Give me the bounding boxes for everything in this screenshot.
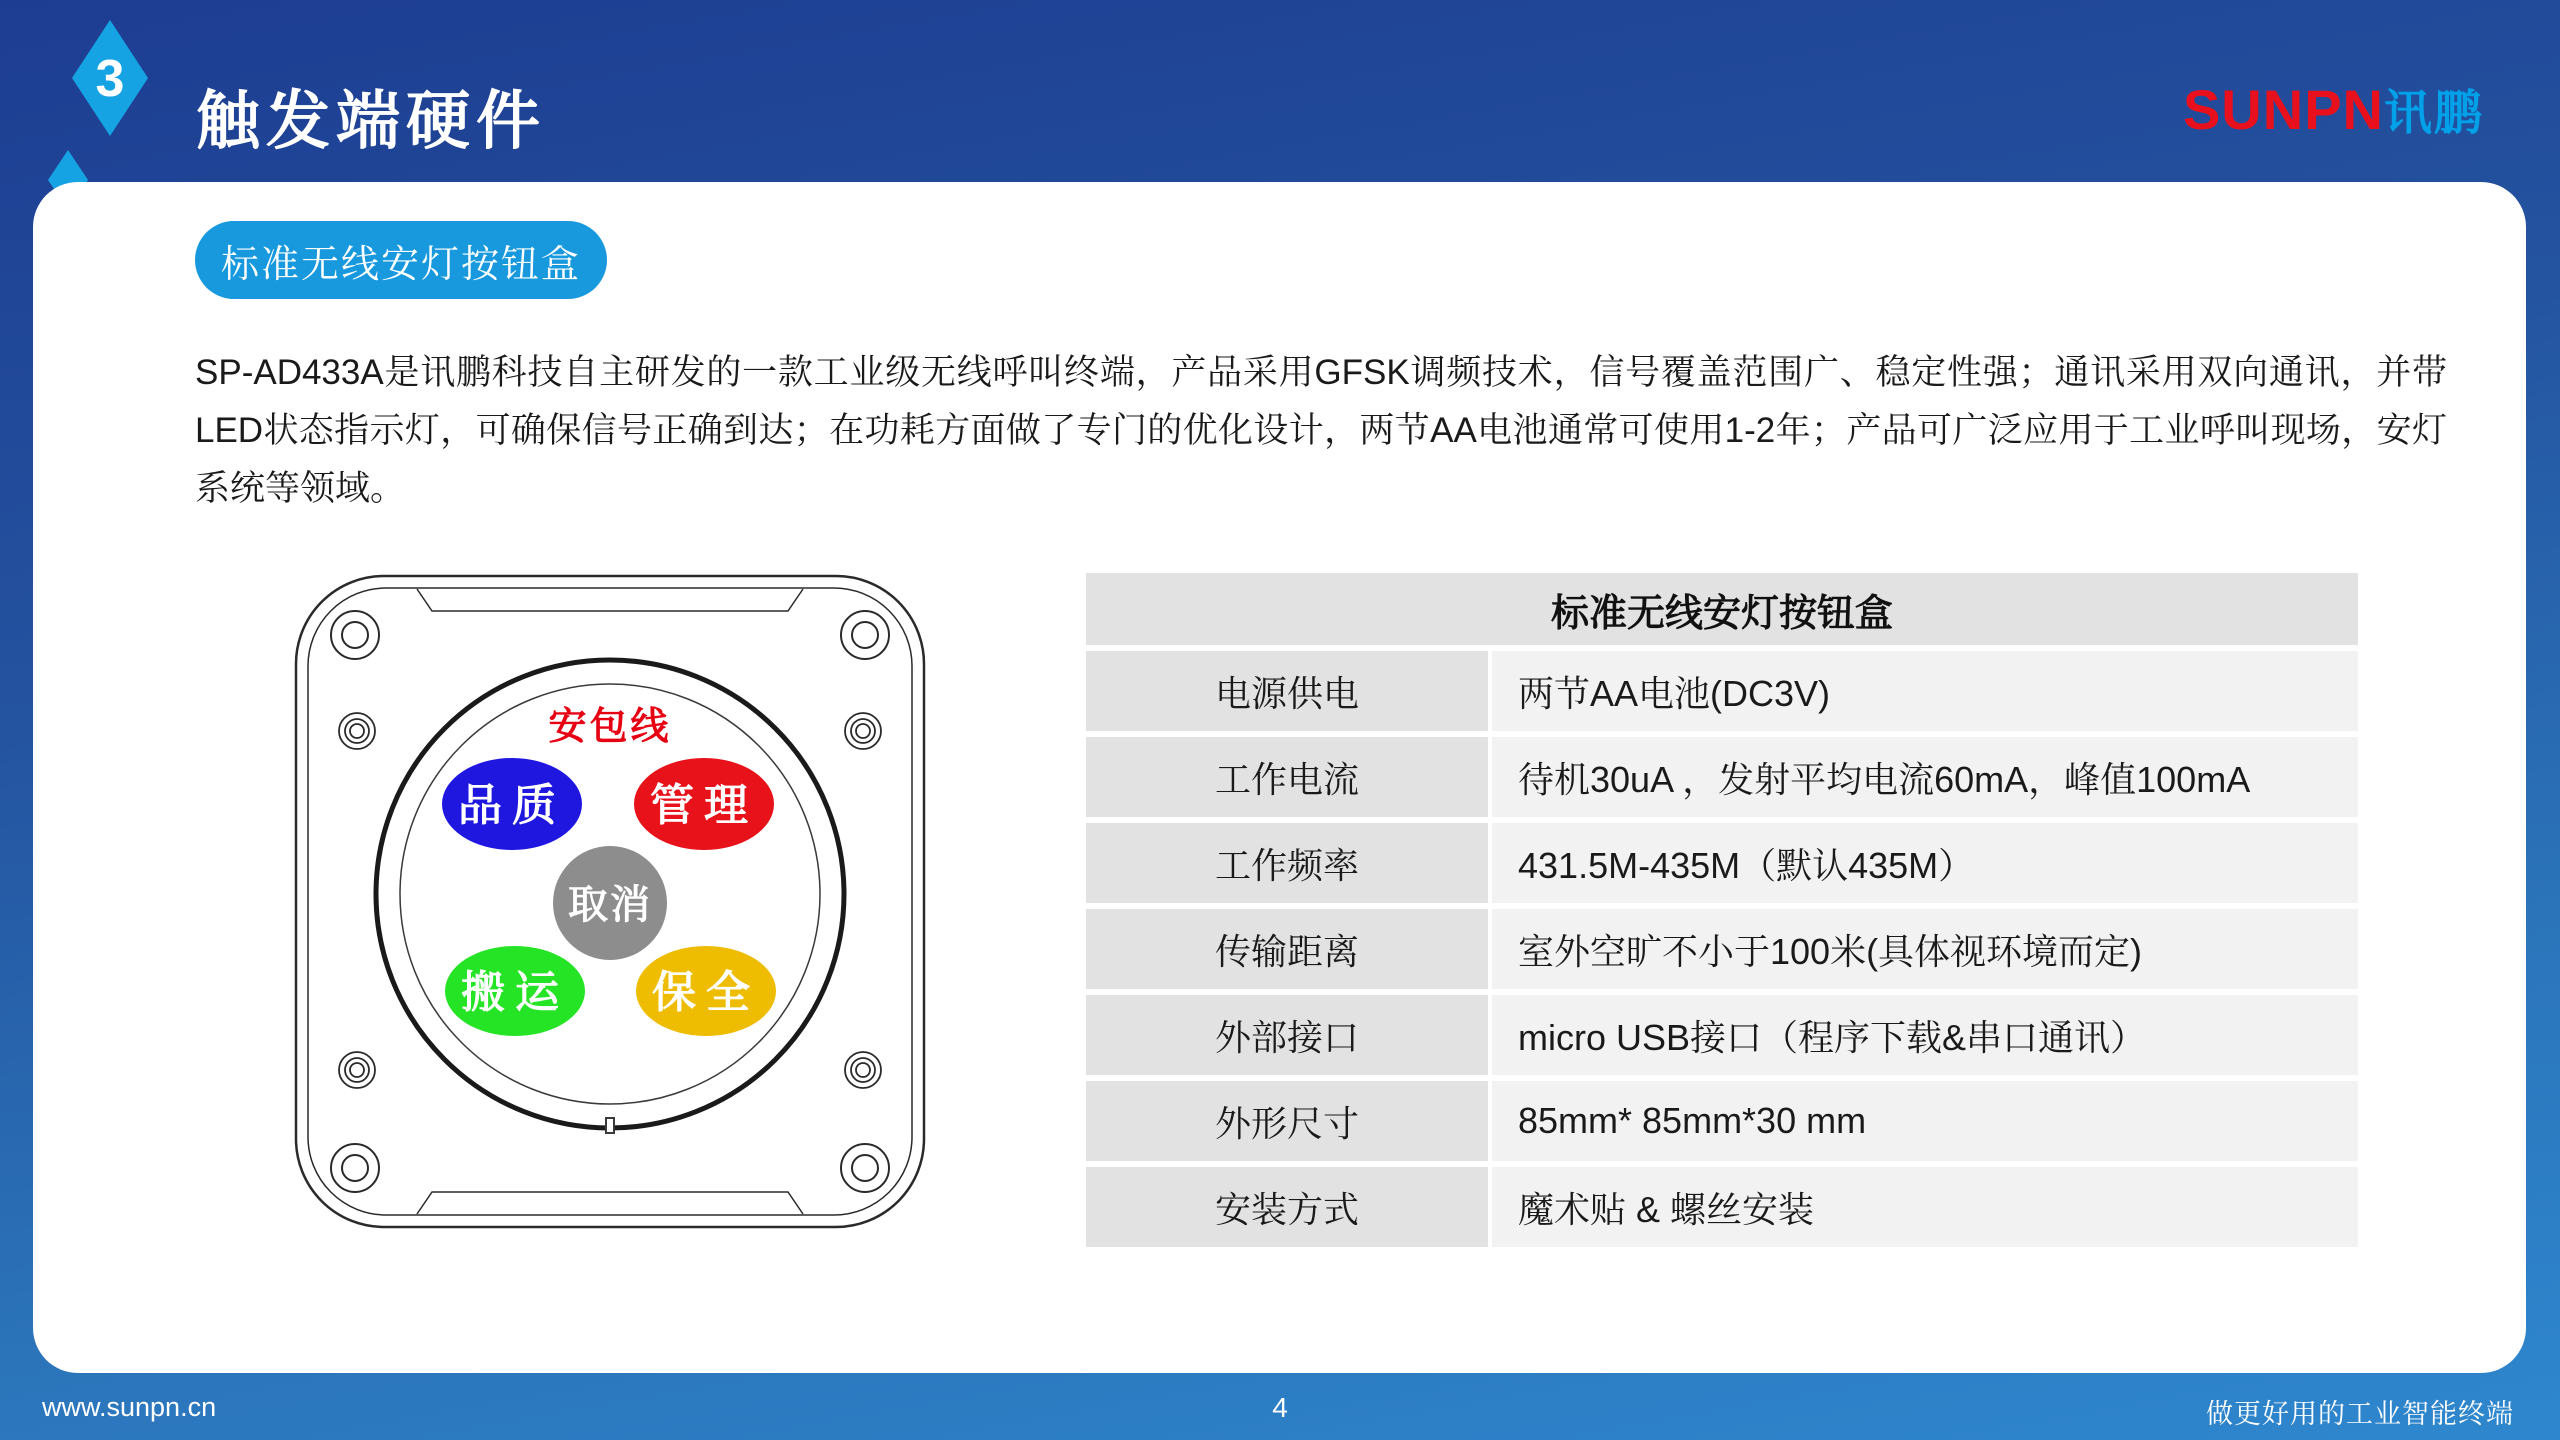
spec-label: 电源供电	[1086, 651, 1488, 731]
spec-value: 431.5M-435M（默认435M）	[1492, 823, 2358, 903]
spec-table-title: 标准无线安灯按钮盒	[1086, 573, 2358, 645]
footer-website: www.sunpn.cn	[42, 1392, 217, 1422]
spec-label: 外形尺寸	[1086, 1081, 1488, 1161]
spec-label: 工作电流	[1086, 737, 1488, 817]
button-quality-label: 品质	[458, 781, 566, 830]
slide-number: 3	[95, 50, 125, 108]
footer-page-number: 4	[1272, 1392, 1288, 1423]
page-title: 触发端硬件	[196, 85, 546, 157]
table-row	[1086, 823, 2358, 903]
button-management-label: 管理	[650, 781, 758, 830]
logo-cjk: 讯鹏	[2383, 87, 2484, 140]
company-logo	[2183, 74, 2484, 143]
footer-slogan: 做更好用的工业智能终端	[2206, 1399, 2514, 1429]
table-row	[1086, 909, 2358, 989]
spec-label: 外部接口	[1086, 995, 1488, 1075]
spec-label: 传输距离	[1086, 909, 1488, 989]
spec-value: 待机30uA ，发射平均电流60mA，峰值100mA	[1492, 737, 2358, 817]
spec-value: 两节AA电池(DC3V)	[1492, 651, 2358, 731]
button-security-label: 保全	[652, 968, 760, 1017]
spec-label: 安装方式	[1086, 1167, 1488, 1247]
table-row	[1086, 995, 2358, 1075]
table-row	[1086, 1167, 2358, 1247]
alignment-tick	[606, 1118, 614, 1133]
product-description: SP-AD433A是讯鹏科技自主研发的一款工业级无线呼叫终端，产品采用GFSK调频技术，信号覆盖范围广、稳定性强；通讯采用双向通讯，并带LED状态指示灯，可确保信号正确到达；在功耗方面做了专门的优化设计，两节AA电池通常可使用1-2年；产品可广泛应用于工业呼叫现场，安灯系统等领域。	[195, 353, 2447, 508]
section-pill: 标准无线安灯按钮盒	[195, 221, 607, 299]
spec-label: 工作频率	[1086, 823, 1488, 903]
spec-table	[1086, 573, 2358, 1253]
spec-value: 魔术贴 & 螺丝安装	[1492, 1167, 2358, 1247]
table-row	[1086, 651, 2358, 731]
spec-value: 85mm* 85mm*30 mm	[1492, 1081, 2358, 1161]
logo-latin: SUNPN	[2182, 78, 2384, 141]
button-transport-label: 搬运	[461, 968, 569, 1017]
line-label: 安包线	[548, 706, 672, 748]
table-row	[1086, 737, 2358, 817]
button-cancel-label: 取消	[568, 883, 652, 927]
table-row	[1086, 1081, 2358, 1161]
spec-value: 室外空旷不小于100米(具体视环境而定)	[1492, 909, 2358, 989]
content-card	[33, 182, 2526, 1373]
spec-value: micro USB接口（程序下载&串口通讯）	[1492, 995, 2358, 1075]
button-box-drawing	[293, 573, 927, 1230]
